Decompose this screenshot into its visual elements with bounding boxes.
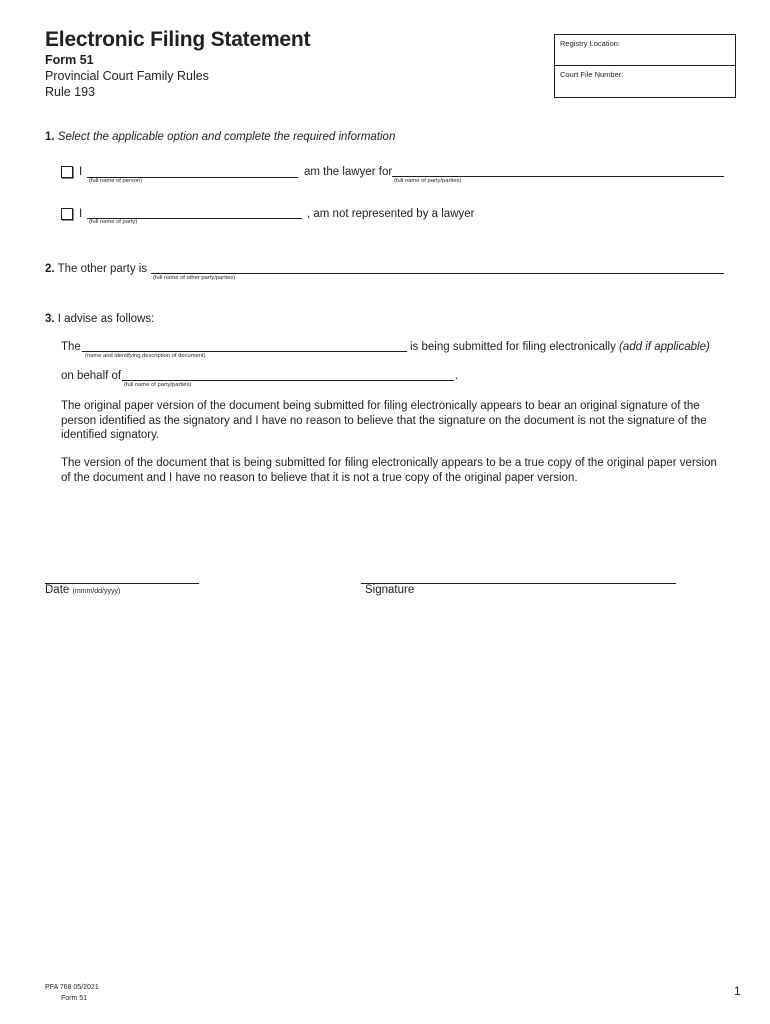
section2-number: 2. xyxy=(45,263,55,275)
document-description-field[interactable] xyxy=(82,351,407,352)
section1-instruction: Select the applicable option and complete the required information xyxy=(57,131,396,143)
section3-label: I advise as follows: xyxy=(57,313,155,325)
signature-statement-paragraph: The original paper version of the document being submitted for filing electronically appears to bear an original signature of the person identified as the signatory and I have no reason to believe that the signature on the document is not the signature of the identified signatory. xyxy=(61,400,707,441)
behalf-label: on behalf of xyxy=(61,370,122,382)
behalf-party-caption: (full name of party/parties) xyxy=(124,382,192,388)
page-title: Electronic Filing Statement xyxy=(45,28,311,51)
registry-location-field[interactable] xyxy=(555,35,735,66)
date-label-group xyxy=(45,584,120,596)
section3-heading xyxy=(45,313,154,325)
party-names-caption: (full name of party/parties) xyxy=(394,178,462,184)
the-label: The xyxy=(61,341,81,353)
footer-form-name: Form 51 xyxy=(61,995,88,1002)
person-name-caption: (full name of person) xyxy=(89,178,143,184)
other-party-caption: (full name of other party/parties) xyxy=(153,275,236,281)
section1-heading xyxy=(45,131,395,143)
form-code: PFA 768 05/2021 xyxy=(45,984,99,991)
true-copy-paragraph: The version of the document that is being submitted for filing electronically appears to be a true copy of the original paper version of the document and I have no reason to believe that it is not a true copy of the original paper version. xyxy=(61,457,717,484)
not-represented-text: , am not represented by a lawyer xyxy=(307,208,475,220)
registry-location-label: Registry Location: xyxy=(560,39,621,48)
section1-number: 1. xyxy=(45,131,55,143)
rule-number: Rule 193 xyxy=(45,85,96,99)
other-party-field[interactable] xyxy=(151,273,724,274)
date-format-hint: (mmm/dd/yyyy) xyxy=(72,588,121,595)
submitted-text: is being submitted for filing electronically xyxy=(410,341,616,353)
signature-label: Signature xyxy=(365,584,415,596)
party-names-field[interactable] xyxy=(392,176,724,177)
lawyer-for-text: am the lawyer for xyxy=(304,166,393,178)
behalf-party-field[interactable] xyxy=(122,380,454,381)
document-description-caption: (name and identifying description of document) xyxy=(85,353,206,359)
court-file-number-label: Court File Number: xyxy=(560,70,624,79)
if-applicable-note: (add if applicable) xyxy=(619,341,710,353)
form-number: Form 51 xyxy=(45,53,94,67)
submitted-statement xyxy=(410,341,710,353)
page-number: 1 xyxy=(734,984,741,998)
option2-prefix: I xyxy=(79,208,83,220)
rules-name: Provincial Court Family Rules xyxy=(45,69,209,83)
court-file-number-field[interactable] xyxy=(555,66,735,97)
section2-heading xyxy=(45,263,147,275)
behalf-period: . xyxy=(455,370,459,382)
registry-box xyxy=(554,34,736,98)
lawyer-option-checkbox[interactable] xyxy=(61,166,73,178)
self-represented-option-checkbox[interactable] xyxy=(61,208,73,220)
party-name-caption: (full name of party) xyxy=(89,219,138,225)
date-label: Date xyxy=(45,584,70,596)
section3-number: 3. xyxy=(45,313,55,325)
option1-prefix: I xyxy=(79,166,83,178)
section2-label: The other party is xyxy=(57,263,148,275)
